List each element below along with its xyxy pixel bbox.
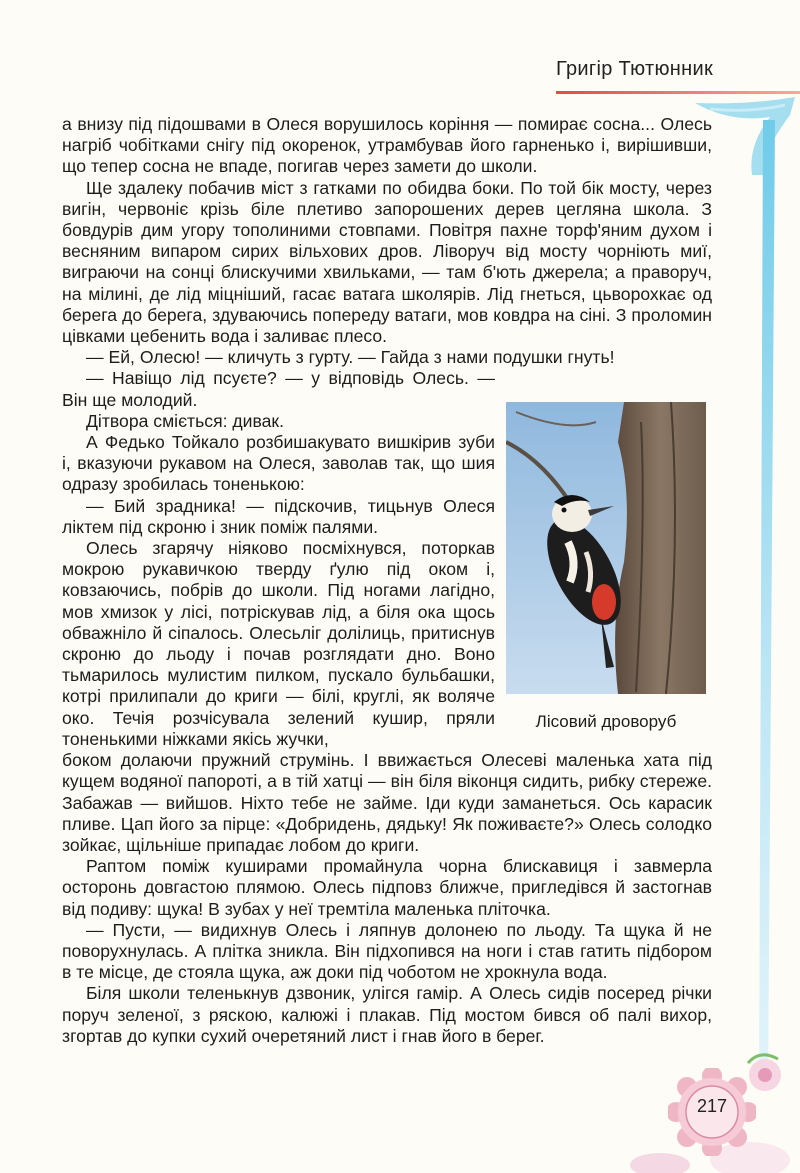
paragraph: Раптом поміж куширами промайнула чорна блискавиця і завмерла осторонь довгастою плямою. Олесь підповз ближче, пригледівся й застогнав від подиву: щука! В зубах у неї тремтіла маленька пліточка. <box>62 856 712 919</box>
woodpecker-photo <box>506 402 706 694</box>
paragraph: Олесь згарячу ніяково посміхнувся, поторкав мокрою рукавичкою тверду ґулю під оком і, ковзаючись, побрів до школи. Під ногами лагідно, мов хмизок у лісі, потріскував лід, а біля ока щось обважніло й сіпалось. Олесьліг долілиць, притиснув скроню до льоду і почав розглядати дно. Воно тьмарилось мулистим пилком, пускало бульбашки, котрі прилипали до криги — білі, круглі, як воляче око. Течія розчісувала зелений кушир, пряли тоненькими ніжками якісь жучки, <box>62 538 495 749</box>
paragraph: — Пусти, — видихнув Олесь і ляпнув долонею по льоду. Та щука й не поворухнулась. А плітка зникла. Він підхопився на ноги і став гатить підбором в те місце, де стояла щука, аж доки під чоботом не хрокнула вода. <box>62 919 712 983</box>
paragraph: Ще здалеку побачив міст з гатками по обидва боки. По той бік мосту, через вигін, червоніє крізь біле плетиво запорошених дерев цегляна школа. З бовдурів дим угору тополиними стовпами. Повітря пахне торф'яним духом і весняним випаром сирих вільхових дров. Ліворуч від мосту чорніють миї, виграючи на сонці блискучими хвильками, — там б'ють джерела; а праворуч, на мілині, де лід міцніший, гасає ватага школярів. Лід гнеться, цьворохкає од берега до берега, здуваючись попереду ватаги, мов ковдра на сіні. З проломин цівками цебенить вода і заливає плесо. <box>62 177 712 347</box>
paragraph: — Навіщо лід псуєте? — у відповідь Олесь. — Він ще молодий. <box>62 368 495 410</box>
paragraph: Дітвора сміється: дивак. <box>86 410 284 431</box>
paragraph: Біля школи теленькнув дзвоник, улігся гамір. А Олесь сидів посеред річки поруч зеленої, з ряскою, калюжі і плакав. Під мостом бився об палі вихор, згортав до купки сухий очеретяний лист і гнав його в берег. <box>62 983 712 1046</box>
header-rule <box>556 91 800 94</box>
paragraph: А Федько Тойкало розбишакувато вишкірив зуби і, вказуючи рукавом на Олеся, заволав так, що шия одразу зробилась тоненькою: <box>62 432 495 495</box>
paragraph: боком долаючи пружний струмінь. І ввижається Олесеві маленька хата під кущем водяної папороті, а в тій хатці — він біля віконця сидить, рибку стереже. Забажав — вийшов. Ніхто тебе не займе. Іди куди заманеться. Ось карасик пливе. Цап його за пірце: «Добридень, дядьку! Як поживаєте?» Олесь солодко зойкає, щільніше припадає лобом до криги. <box>62 750 712 855</box>
paragraph: а внизу під підошвами в Олеся ворушилось коріння — помирає сосна... Олесь нагріб чобітками снігу під окоренок, утрамбував його гарненько і, вирішивши, що тепер сосна не впаде, погигав через замети до школи. <box>62 114 712 177</box>
photo-caption: Лісовий дроворуб <box>535 712 677 731</box>
page-number: 217 <box>696 1096 728 1116</box>
paragraph: — Бий зрадника! — підскочив, тицьнув Олеся ліктем під скроню і зник поміж палями. <box>62 495 495 537</box>
decorative-side-stripe <box>755 120 775 1090</box>
running-header-author: Григір Тютюнник <box>556 58 713 80</box>
paragraph: — Ей, Олесю! — кличуть з гурту. — Гайда з нами подушки гнуть! <box>86 347 615 368</box>
